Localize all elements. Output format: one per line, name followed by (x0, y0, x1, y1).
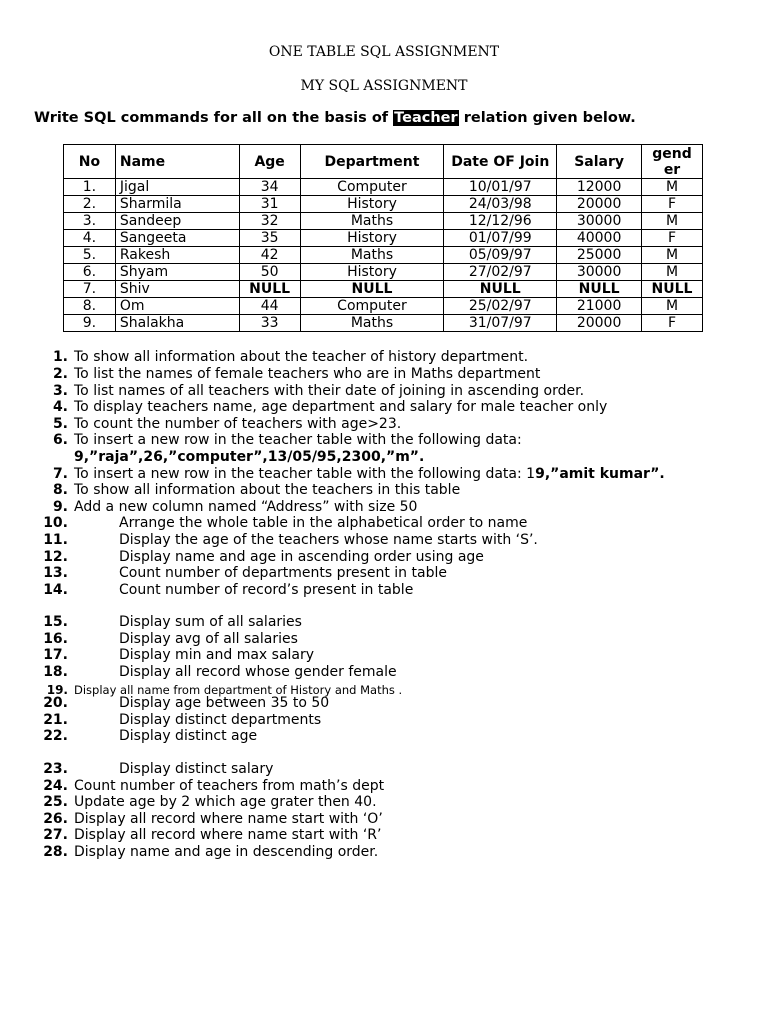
table-cell: 10/01/97 (444, 179, 557, 196)
list-item-number: 5. (52, 416, 68, 432)
table-cell: 27/02/97 (444, 264, 557, 281)
table-cell: History (300, 264, 444, 281)
list-item-text (119, 712, 321, 729)
list-item-text (119, 565, 447, 582)
list-item-text (119, 582, 413, 599)
table-cell: Shalakha (115, 315, 239, 332)
list-item-number: 18. (43, 664, 68, 680)
table-cell: 25000 (557, 247, 642, 264)
list-item-number: 28. (43, 844, 68, 860)
list-item-text (119, 515, 527, 532)
list-item-text-main: Display age between 35 to 50 (119, 695, 330, 711)
table-cell: History (300, 196, 444, 213)
table-cell: History (300, 230, 444, 247)
table-row (64, 196, 703, 213)
table-row (64, 315, 703, 332)
list-item-text-main: Display all record whose gender female (119, 664, 397, 680)
table-cell: 42 (239, 247, 300, 264)
table-cell: Computer (300, 179, 444, 196)
list-item-number: 20. (43, 695, 68, 711)
list-item-text (74, 449, 424, 466)
table-cell: 30000 (557, 213, 642, 230)
table-cell: M (642, 264, 703, 281)
table-cell: 31 (239, 196, 300, 213)
list-item-text (74, 778, 384, 795)
list-item-number: 25. (43, 794, 68, 810)
list-item-text-main: Display avg of all salaries (119, 631, 298, 647)
table-cell: Maths (300, 247, 444, 264)
list-item-text-main: To list names of all teachers with their date of joining in ascending order. (74, 383, 585, 399)
table-cell: 9. (64, 315, 116, 332)
table-header-row (64, 145, 703, 179)
table-cell: 1. (64, 179, 116, 196)
table-cell: 33 (239, 315, 300, 332)
table-cell: 7. (64, 281, 116, 298)
list-item-text-main: To list the names of female teachers who are in Maths department (74, 366, 541, 382)
table-cell: M (642, 213, 703, 230)
col-header-salary: Salary (557, 145, 642, 179)
list-item-text (74, 432, 522, 449)
list-item-text (119, 532, 538, 549)
list-item-number: 12. (43, 549, 68, 565)
list-item-number: 14. (43, 582, 68, 598)
list-item-number: 24. (43, 778, 68, 794)
list-item-text (119, 761, 273, 778)
list-item-text (74, 844, 378, 861)
list-item-number: 4. (52, 399, 68, 415)
list-item-number: 23. (43, 761, 68, 777)
table-cell: 6. (64, 264, 116, 281)
list-item-text-main: To count the number of teachers with age>23. (74, 416, 402, 432)
intro-text-after: relation given below. (458, 110, 636, 126)
list-item-number: 21. (43, 712, 68, 728)
list-item-text (74, 794, 377, 811)
table-cell: M (642, 298, 703, 315)
table-cell: 3. (64, 213, 116, 230)
table-cell: 2. (64, 196, 116, 213)
table-cell: 30000 (557, 264, 642, 281)
list-item-number: 3. (52, 383, 68, 399)
table-row (64, 247, 703, 264)
table-cell: M (642, 247, 703, 264)
table-cell: 50 (239, 264, 300, 281)
list-item-number: 13. (43, 565, 68, 581)
table-cell: 40000 (557, 230, 642, 247)
list-item-text-main: Arrange the whole table in the alphabetical order to name (119, 515, 528, 531)
table-cell: Maths (300, 213, 444, 230)
col-header-age: Age (239, 145, 300, 179)
col-header-no: No (64, 145, 116, 179)
list-item-text (119, 631, 298, 648)
table-cell: 25/02/97 (444, 298, 557, 315)
list-item-text-main: Display sum of all salaries (119, 614, 302, 630)
table-cell: F (642, 196, 703, 213)
list-item-text (119, 614, 302, 631)
list-item-text (119, 728, 257, 745)
table-cell: Om (115, 298, 239, 315)
list-item-text-main: To display teachers name, age department and salary for male teacher only (74, 399, 608, 415)
table-row (64, 264, 703, 281)
list-item-text (74, 383, 584, 400)
table-cell: M (642, 179, 703, 196)
table-cell: 20000 (557, 315, 642, 332)
list-item-number: 26. (43, 811, 68, 827)
list-item-text-main: Count number of teachers from math’s dept (74, 778, 385, 794)
table-row (64, 298, 703, 315)
table-cell: Sandeep (115, 213, 239, 230)
list-item-text (74, 466, 665, 483)
list-item-text-main: Count number of record’s present in table (119, 582, 414, 598)
list-item-text-bold: 9,”amit kumar”. (535, 466, 665, 482)
list-item-text-main: To insert a new row in the teacher table with the following data: (74, 432, 522, 448)
list-item-number: 15. (43, 614, 68, 630)
table-cell: NULL (444, 281, 557, 298)
list-item-number: 17. (43, 647, 68, 663)
list-item-text (119, 549, 484, 566)
list-item-number: 2. (52, 366, 68, 382)
table-cell: 4. (64, 230, 116, 247)
list-item-text-main: To insert a new row in the teacher table with the following data: 1 (74, 466, 536, 482)
list-item-number: 11. (43, 532, 68, 548)
list-item-number: 19. (46, 683, 68, 697)
list-item-text-main: Add a new column named “Address” with size 50 (74, 499, 418, 515)
table-cell: Sharmila (115, 196, 239, 213)
table-cell: Shyam (115, 264, 239, 281)
intro-text-before: Write SQL commands for all on the basis of (34, 110, 394, 126)
col-header-department: Department (300, 145, 444, 179)
table-cell: 32 (239, 213, 300, 230)
table-cell: NULL (300, 281, 444, 298)
table-cell: Maths (300, 315, 444, 332)
intro-highlight: Teacher (394, 110, 458, 126)
list-item-number: 16. (43, 631, 68, 647)
table-cell: Rakesh (115, 247, 239, 264)
list-item-text-main: Display distinct age (119, 728, 258, 744)
table-cell: 12/12/96 (444, 213, 557, 230)
table-cell: 44 (239, 298, 300, 315)
col-header-name: Name (115, 145, 239, 179)
table-cell: 24/03/98 (444, 196, 557, 213)
list-item-number: 22. (43, 728, 68, 744)
list-item-number: 10. (43, 515, 68, 531)
table-cell: 5. (64, 247, 116, 264)
list-item-number: 9. (52, 499, 68, 515)
list-item-text (74, 811, 383, 828)
table-cell: 34 (239, 179, 300, 196)
list-item-text-main: To show all information about the teachers in this table (74, 482, 461, 498)
table-cell: 01/07/99 (444, 230, 557, 247)
doc-title: ONE TABLE SQL ASSIGNMENT (268, 44, 500, 60)
table-cell: F (642, 315, 703, 332)
list-item-text (74, 349, 528, 366)
list-item-number: 8. (52, 482, 68, 498)
list-item-text (74, 827, 381, 844)
list-item-text (119, 695, 329, 712)
list-item-text (119, 664, 397, 681)
list-item-text-main: Display all record where name start with ‘R’ (74, 827, 382, 843)
table-cell: 21000 (557, 298, 642, 315)
list-item-number: 27. (43, 827, 68, 843)
table-cell: 12000 (557, 179, 642, 196)
list-item-text-main: Display distinct departments (119, 712, 322, 728)
list-item-text-main: Display name and age in descending order. (74, 844, 379, 860)
intro-line (34, 110, 636, 126)
doc-subtitle: MY SQL ASSIGNMENT (300, 78, 468, 94)
table-row (64, 230, 703, 247)
teacher-table (63, 144, 703, 332)
table-cell: 20000 (557, 196, 642, 213)
list-item-text-main: Display min and max salary (119, 647, 315, 663)
list-item-text-main: Display the age of the teachers whose name starts with ‘S’. (119, 532, 538, 548)
table-row (64, 213, 703, 230)
table-cell: 35 (239, 230, 300, 247)
list-item-text-main: Display all record where name start with ‘O’ (74, 811, 383, 827)
list-item-text-main: Display name and age in ascending order using age (119, 549, 484, 565)
list-item-text-main: To show all information about the teacher of history department. (74, 349, 529, 365)
list-item-number: 7. (52, 466, 68, 482)
table-cell: 05/09/97 (444, 247, 557, 264)
table-cell: Computer (300, 298, 444, 315)
table-cell: Shiv (115, 281, 239, 298)
list-item-text-main: 9,”raja”,26,”computer”,13/05/95,2300,”m”. (74, 449, 425, 465)
table-cell: 8. (64, 298, 116, 315)
list-item-text (74, 399, 607, 416)
table-row (64, 281, 703, 298)
list-item-text (74, 366, 540, 383)
table-cell: Jigal (115, 179, 239, 196)
list-item-number: 6. (52, 432, 68, 448)
list-item-text (74, 499, 417, 516)
list-item-text-main: Display distinct salary (119, 761, 274, 777)
list-item-text-main: Display all name from department of History and Maths . (74, 683, 403, 697)
list-item-text (74, 482, 460, 499)
table-row (64, 179, 703, 196)
col-header-date-of-join: Date OF Join (444, 145, 557, 179)
list-item-text (119, 647, 314, 664)
list-item-text-main: Update age by 2 which age grater then 40. (74, 794, 377, 810)
table-cell: NULL (557, 281, 642, 298)
table-cell: Sangeeta (115, 230, 239, 247)
table-cell: F (642, 230, 703, 247)
table-cell: NULL (642, 281, 703, 298)
table-cell: 31/07/97 (444, 315, 557, 332)
list-item-text-main: Count number of departments present in table (119, 565, 447, 581)
list-item-number: 1. (52, 349, 68, 365)
col-header-gender: gender (642, 145, 703, 179)
list-item-text (74, 416, 401, 433)
table-cell: NULL (239, 281, 300, 298)
